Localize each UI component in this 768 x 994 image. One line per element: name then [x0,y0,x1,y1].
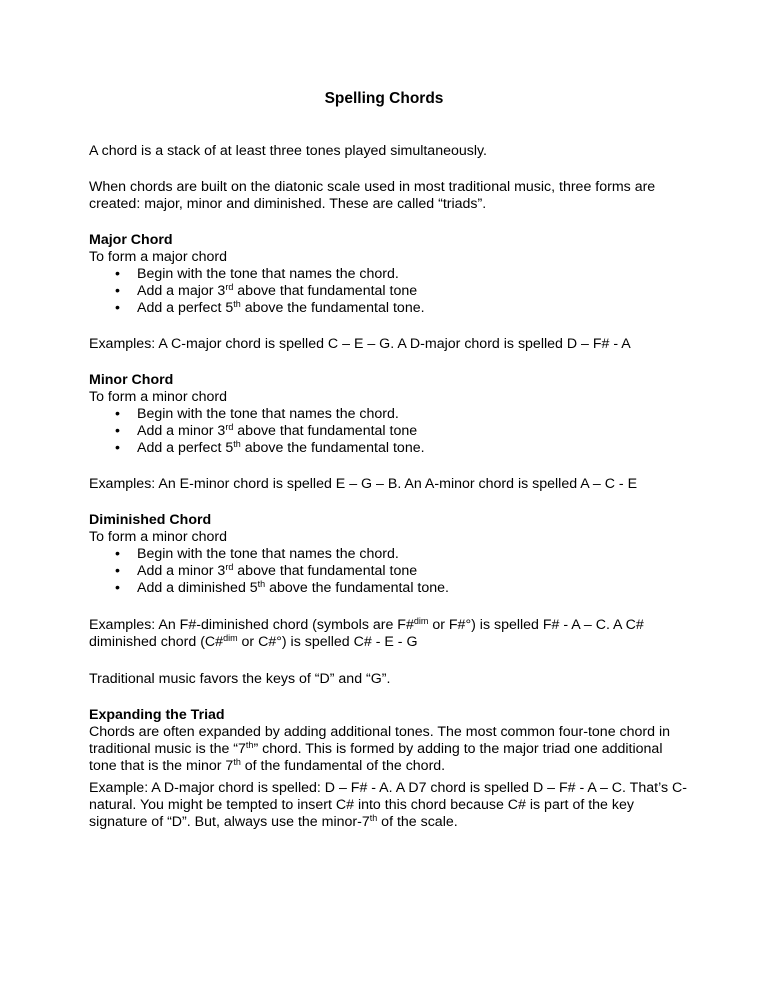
diminished-chord-heading: Diminished Chord [89,512,212,528]
final-example-line-2: natural. You might be tempted to insert C# into this chord because C# is part of the key [89,797,634,813]
diminished-example-1-text: Examples: An F#-diminished chord (symbols are F# [89,617,414,633]
minor-step-2 [89,423,689,440]
final-example-line-3 [89,814,689,831]
minor-chord-heading: Minor Chord [89,372,174,388]
expanding-line-3 [89,758,689,775]
superscript: rd [225,562,234,572]
diminished-example-1-rest: or F#°) is spelled F# - A – C. A C# [428,617,644,633]
diminished-example-2-text: diminished chord (C# [89,634,224,650]
final-example-line-3-text: signature of “D”. But, always use the minor-7 [89,814,370,830]
superscript: dim [223,633,238,643]
superscript: th [369,813,378,823]
superscript: th [233,439,241,449]
minor-chord-section [89,372,689,457]
diminished-example-2-rest: or C#°) is spelled C# - E - G [237,634,418,650]
intro-paragraph: A chord is a stack of at least three tones played simultaneously. [89,143,487,159]
minor-examples: Examples: An E-minor chord is spelled E – G – B. An A-minor chord is spelled A – C - E [89,476,638,492]
major-chord-heading: Major Chord [89,232,173,248]
expanding-line-2-text: traditional music is the “7 [89,741,246,757]
final-example-paragraph [89,780,689,831]
major-examples: Examples: A C-major chord is spelled C – E – G. A D-major chord is spelled D – F# - A [89,336,631,352]
minor-step-1-text: Begin with the tone that names the chord. [137,406,399,422]
superscript: dim [413,616,429,626]
diatonic-line-2: created: major, minor and diminished. These are called “triads”. [89,196,487,212]
superscript: th [257,579,266,589]
superscript: th [233,299,241,309]
diminished-step-2 [89,563,689,580]
diminished-step-3 [89,580,689,597]
expanding-section [89,707,689,775]
minor-chord-steps [89,406,689,457]
minor-step-2-rest: above that fundamental tone [233,423,418,439]
diminished-chord-lead: To form a minor chord [89,529,227,545]
major-step-3-rest: above the fundamental tone. [240,300,425,316]
expanding-line-3-rest: of the fundamental of the chord. [240,758,446,774]
diminished-step-1-text: Begin with the tone that names the chord. [137,546,399,562]
diminished-chord-steps [89,546,689,597]
superscript: rd [225,422,234,432]
page-title: Spelling Chords [324,90,444,107]
diatonic-paragraph [89,179,689,213]
major-step-2 [89,283,689,300]
expanding-line-1: Chords are often expanded by adding additional tones. The most common four-tone chord in [89,724,670,740]
diminished-step-2-text: Add a minor 3 [137,563,226,579]
diminished-example-line-1 [89,617,689,634]
minor-step-1 [89,406,689,423]
superscript: th [233,757,241,767]
diminished-step-3-text: Add a diminished 5 [137,580,258,596]
final-example-line-3-rest: of the scale. [377,814,458,830]
diminished-example-line-2 [89,634,689,651]
diminished-step-3-rest: above the fundamental tone. [265,580,449,596]
major-step-2-rest: above that fundamental tone [233,283,418,299]
major-chord-section [89,232,689,317]
superscript: rd [225,282,234,292]
diminished-step-2-rest: above that fundamental tone [233,563,418,579]
minor-chord-lead: To form a minor chord [89,389,227,405]
major-step-3-text: Add a perfect 5 [137,300,234,316]
expanding-line-3-text: tone that is the minor 7 [89,758,234,774]
major-step-1-text: Begin with the tone that names the chord. [137,266,399,282]
major-step-1 [89,266,689,283]
minor-step-2-text: Add a minor 3 [137,423,226,439]
diminished-step-1 [89,546,689,563]
major-chord-lead: To form a major chord [89,249,227,265]
major-step-3 [89,300,689,317]
diminished-chord-section [89,512,689,597]
diminished-examples [89,617,689,651]
expanding-heading: Expanding the Triad [89,707,225,723]
keys-note: Traditional music favors the keys of “D” and “G”. [89,671,391,687]
expanding-line-2 [89,741,689,758]
minor-step-3-text: Add a perfect 5 [137,440,234,456]
minor-step-3-rest: above the fundamental tone. [240,440,425,456]
final-example-line-1: Example: A D-major chord is spelled: D – F# - A. A D7 chord is spelled D – F# - A – C. That’s C- [89,780,687,796]
major-step-2-text: Add a major 3 [137,283,226,299]
major-chord-steps [89,266,689,317]
diatonic-line-1: When chords are built on the diatonic scale used in most traditional music, three forms are [89,179,656,195]
superscript: th [245,740,254,750]
minor-step-3 [89,440,689,457]
expanding-line-2-rest: ” chord. This is formed by adding to the major triad one additional [253,741,663,757]
